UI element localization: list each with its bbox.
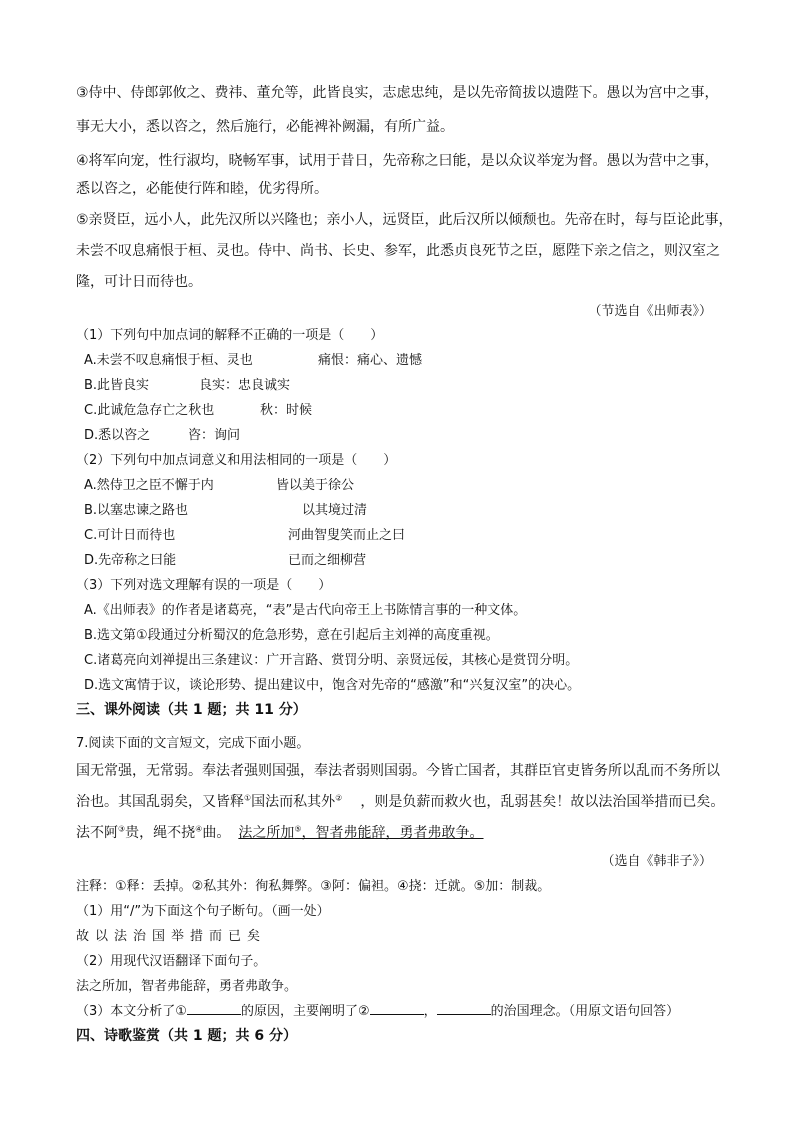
passage-source: （节选自《出师表》） (588, 304, 712, 319)
section3-intro: 7.阅读下面的文言短文，完成下面小题。 (76, 736, 310, 751)
underlined-sentence: 法之所加⑤，智者弗能辞，勇者弗敢争。 (238, 824, 484, 841)
q2-option-b-compare: 以其境过清 (302, 503, 368, 518)
section3-q1-sentence: 故以法治国举措而已矣 (76, 929, 267, 944)
passage-p3-line1: ③侍中、侍郎郭攸之、费祎、董允等，此皆良实，志虑忠纯，是以先帝简拔以遗陛下。愚以为宫中之事， (76, 85, 719, 101)
section3-source: （选自《韩非子》） (601, 854, 712, 869)
section3-text-line3: 法不阿③贵，绳不挠④曲。 法之所加⑤，智者弗能辞，勇者弗敢争。 (76, 824, 484, 841)
answer-blank-2[interactable] (370, 1002, 424, 1015)
q2-option-a: A.然侍卫之臣不懈于内 (84, 478, 214, 493)
passage-p4-line1: ④将军向宠，性行淑均，晓畅军事，试用于昔日，先帝称之曰能，是以众议举宠为督。愚以为营中之事， (76, 153, 719, 169)
section3-q1: （1）用“/”为下面这个句子断句。（画一处） (76, 904, 330, 919)
section3-q2: （2）用现代汉语翻译下面句子。 (76, 954, 267, 969)
q2-option-d: D.先帝称之曰能 (84, 553, 177, 568)
section3-q2-sentence: 法之所加，智者弗能辞，勇者弗敢争。 (76, 979, 298, 994)
q2-option-d-compare: 已而之细柳营 (288, 553, 367, 568)
q1-option-b-explain: 良实：忠良诚实 (199, 378, 291, 393)
q2-option-c-compare: 河曲智叟笑而止之曰 (288, 528, 406, 543)
passage-p5-line2: 未尝不叹息痛恨于桓、灵也。侍中、尚书、长史、参军，此悉贞良死节之臣，愿陛下亲之信之，则汉室之 (76, 243, 720, 259)
q1-option-d: D.悉以咨之 (84, 428, 151, 443)
section3-text-line1: 国无常强，无常弱。奉法者强则国强，奉法者弱则国弱。今皆亡国者，其群臣官吏皆务所以乱而不务所以 (76, 763, 720, 779)
q3-option-d: D.选文寓情于议，谈论形势、提出建议中，饱含对先帝的“感激”和“兴复汉室”的决心。 (84, 678, 581, 693)
q2-option-c: C.可计日而待也 (84, 528, 176, 543)
answer-blank-1[interactable] (187, 1002, 241, 1015)
q1-option-b: B.此皆良实 (84, 378, 150, 393)
passage-p5-line1: ⑤亲贤臣，远小人，此先汉所以兴隆也；亲小人，远贤臣，此后汉所以倾颓也。先帝在时，每与臣论此事， (76, 212, 733, 228)
q3-stem: （3）下列对选文理解有误的一项是（ ） (76, 578, 332, 593)
q3-option-c: C.诸葛亮向刘禅提出三条建议：广开言路、赏罚分明、亲贤远佞，其核心是赏罚分明。 (84, 653, 579, 668)
section3-notes: 注释：①释：丢掉。②私其外：徇私舞弊。③阿：偏袒。④挠：迁就。⑤加：制裁。 (76, 879, 551, 894)
q1-option-d-explain: 咨：询问 (188, 428, 241, 443)
q2-option-a-compare: 皆以美于徐公 (276, 478, 355, 493)
q1-option-a: A.未尝不叹息痛恨于桓、灵也 (84, 353, 253, 368)
q1-option-c-explain: 秋：时候 (260, 403, 313, 418)
q1-option-c: C.此诚危急存亡之秋也 (84, 403, 215, 418)
passage-p4-line2: 悉以咨之，必能使行阵和睦，优劣得所。 (76, 181, 328, 197)
section3-title: 三、课外阅读（共 1 题；共 11 分） (76, 702, 307, 718)
passage-p3-line2: 事无大小，悉以咨之，然后施行，必能裨补阙漏，有所广益。 (76, 119, 454, 135)
q2-stem: （2）下列句中加点词意义和用法相同的一项是（ ） (76, 453, 397, 468)
q2-option-b: B.以塞忠谏之路也 (84, 503, 189, 518)
section3-text-line2: 治也。其国乱弱矣，又皆释①国法而私其外② ，则是负薪而救火也，乱弱甚矣！故以法治国举措而已矣。 (76, 793, 725, 810)
answer-blank-3[interactable] (437, 1002, 491, 1015)
section3-q3: （3）本文分析了① 的原因，主要阐明了② ， 的治国理念。（用原文语句回答） (76, 1004, 680, 1019)
q1-option-a-explain: 痛恨：痛心、遗憾 (318, 353, 423, 368)
q3-option-a: A.《出师表》的作者是诸葛亮，“表”是古代向帝王上书陈情言事的一种文体。 (84, 603, 527, 618)
passage-p5-line3: 隆，可计日而待也。 (76, 274, 202, 290)
section4-title: 四、诗歌鉴赏（共 1 题；共 6 分） (76, 1028, 297, 1044)
q1-stem: （1）下列句中加点词的解释不正确的一项是（ ） (76, 328, 384, 343)
q3-option-b: B.选文第①段通过分析蜀汉的危急形势，意在引起后主刘禅的高度重视。 (84, 628, 499, 643)
